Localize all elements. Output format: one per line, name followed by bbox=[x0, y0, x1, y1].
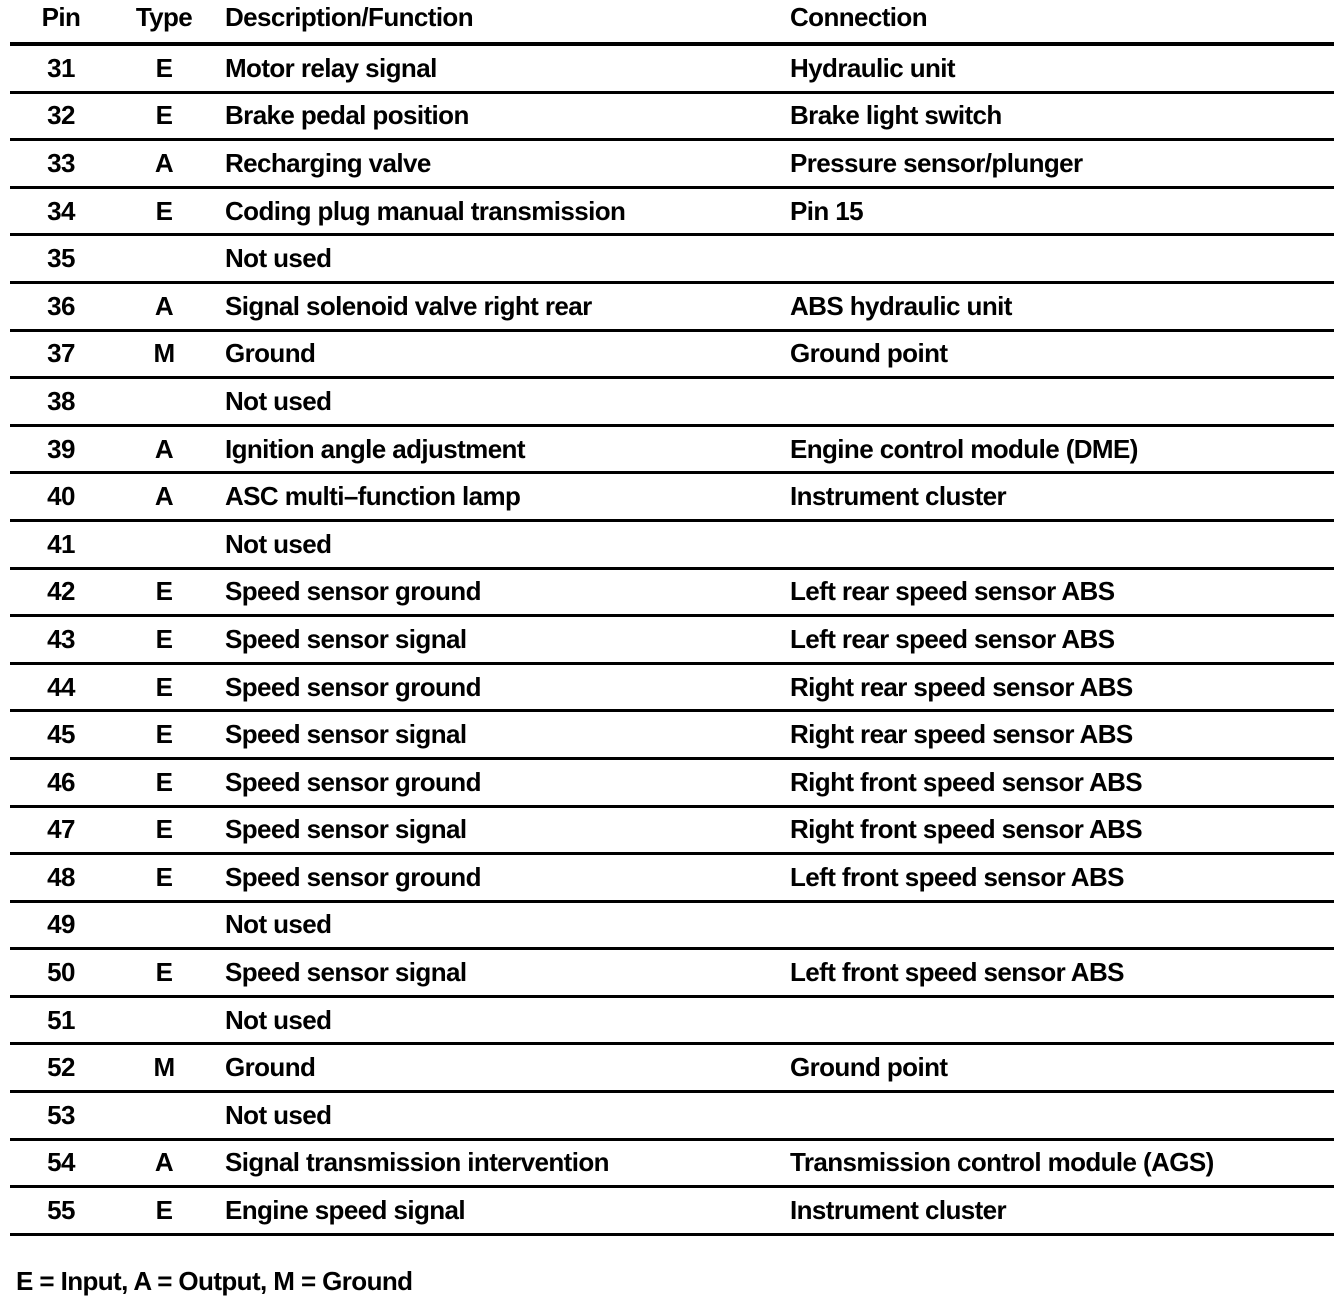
type-cell: E bbox=[155, 52, 173, 83]
header-pin: Pin bbox=[41, 2, 81, 32]
table-row bbox=[10, 1045, 1334, 1093]
table-row bbox=[10, 570, 1334, 618]
header-connection: Connection bbox=[790, 2, 927, 32]
description-cell: Recharging valve bbox=[225, 147, 431, 178]
type-cell: M bbox=[153, 338, 175, 369]
pin-cell: 34 bbox=[47, 195, 75, 226]
type-cell bbox=[112, 998, 216, 1043]
pin-cell: 51 bbox=[47, 1004, 75, 1035]
description-cell: Engine speed signal bbox=[225, 1195, 465, 1226]
table-row bbox=[10, 855, 1334, 903]
table-row bbox=[10, 760, 1334, 808]
table-row bbox=[10, 1141, 1334, 1189]
pin-cell: 31 bbox=[47, 52, 75, 83]
pin-cell: 50 bbox=[47, 957, 75, 988]
table-row bbox=[10, 46, 1334, 94]
pin-cell: 53 bbox=[47, 1099, 75, 1130]
connection-cell: ABS hydraulic unit bbox=[790, 290, 1012, 321]
type-cell: E bbox=[155, 100, 173, 131]
connection-cell bbox=[790, 998, 1330, 1043]
description-cell: Speed sensor ground bbox=[225, 576, 481, 607]
pin-cell: 41 bbox=[47, 528, 75, 559]
table-row bbox=[10, 94, 1334, 142]
connection-cell bbox=[790, 522, 1330, 567]
table-row bbox=[10, 712, 1334, 760]
table-row bbox=[10, 1093, 1334, 1141]
table-row bbox=[10, 427, 1334, 475]
pin-cell: 45 bbox=[47, 719, 75, 750]
description-cell: Not used bbox=[225, 243, 332, 274]
connection-cell: Ground point bbox=[790, 338, 948, 369]
description-cell: ASC multi–function lamp bbox=[225, 481, 521, 512]
pin-cell: 38 bbox=[47, 385, 75, 416]
table-row bbox=[10, 1188, 1334, 1236]
type-cell: E bbox=[155, 766, 173, 797]
table-row bbox=[10, 522, 1334, 570]
type-cell: A bbox=[154, 433, 174, 464]
type-cell: M bbox=[153, 1052, 175, 1083]
description-cell: Signal solenoid valve right rear bbox=[225, 290, 592, 321]
table-row bbox=[10, 236, 1334, 284]
pin-cell: 43 bbox=[47, 623, 75, 654]
description-cell: Motor relay signal bbox=[225, 52, 437, 83]
description-cell: Speed sensor ground bbox=[225, 861, 481, 892]
table-row bbox=[10, 808, 1334, 856]
connection-cell: Pressure sensor/plunger bbox=[790, 147, 1083, 178]
connection-cell: Engine control module (DME) bbox=[790, 433, 1138, 464]
table-row bbox=[10, 474, 1334, 522]
table-row bbox=[10, 998, 1334, 1046]
type-cell bbox=[112, 1093, 216, 1138]
description-cell: Speed sensor signal bbox=[225, 814, 467, 845]
connection-cell: Right front speed sensor ABS bbox=[790, 766, 1143, 797]
description-cell: Ground bbox=[225, 1052, 316, 1083]
type-cell: E bbox=[155, 861, 173, 892]
pin-cell: 36 bbox=[47, 290, 75, 321]
connection-cell: Transmission control module (AGS) bbox=[790, 1147, 1214, 1178]
table-row bbox=[10, 903, 1334, 951]
connection-cell: Left rear speed sensor ABS bbox=[790, 576, 1115, 607]
type-cell: E bbox=[155, 671, 173, 702]
connection-cell bbox=[790, 379, 1330, 424]
table-row bbox=[10, 617, 1334, 665]
type-legend: E = Input, A = Output, M = Ground bbox=[16, 1266, 413, 1296]
connection-cell bbox=[790, 236, 1330, 281]
connection-cell: Ground point bbox=[790, 1052, 948, 1083]
connection-cell: Left rear speed sensor ABS bbox=[790, 623, 1115, 654]
connection-cell: Pin 15 bbox=[790, 195, 863, 226]
pin-cell: 40 bbox=[47, 481, 75, 512]
description-cell: Not used bbox=[225, 1004, 332, 1035]
header-type: Type bbox=[135, 2, 193, 32]
pin-cell: 49 bbox=[47, 909, 75, 940]
table-header bbox=[10, 0, 1334, 46]
pin-cell: 39 bbox=[47, 433, 75, 464]
description-cell: Speed sensor ground bbox=[225, 671, 481, 702]
description-cell: Speed sensor signal bbox=[225, 957, 467, 988]
table-row bbox=[10, 141, 1334, 189]
pin-cell: 54 bbox=[47, 1147, 75, 1178]
type-cell: A bbox=[154, 1147, 174, 1178]
connection-cell: Left front speed sensor ABS bbox=[790, 957, 1124, 988]
table-row bbox=[10, 379, 1334, 427]
connection-cell bbox=[790, 903, 1330, 948]
pin-cell: 55 bbox=[47, 1195, 75, 1226]
type-cell: E bbox=[155, 957, 173, 988]
connection-cell: Instrument cluster bbox=[790, 481, 1007, 512]
type-cell: E bbox=[155, 195, 173, 226]
pin-cell: 37 bbox=[47, 338, 75, 369]
header-description: Description/Function bbox=[225, 2, 474, 32]
table-row bbox=[10, 332, 1334, 380]
type-cell bbox=[112, 522, 216, 567]
type-cell: E bbox=[155, 623, 173, 654]
description-cell: Not used bbox=[225, 909, 332, 940]
connection-cell bbox=[790, 1093, 1330, 1138]
pin-cell: 33 bbox=[47, 147, 75, 178]
pin-cell: 42 bbox=[47, 576, 75, 607]
type-cell: E bbox=[155, 576, 173, 607]
table-row bbox=[10, 189, 1334, 237]
pin-cell: 44 bbox=[47, 671, 75, 702]
pin-table bbox=[10, 0, 1334, 1236]
description-cell: Signal transmission intervention bbox=[225, 1147, 609, 1178]
description-cell: Not used bbox=[225, 1099, 332, 1130]
connection-cell: Brake light switch bbox=[790, 100, 1002, 131]
table-row bbox=[10, 665, 1334, 713]
type-cell: E bbox=[155, 1195, 173, 1226]
type-cell: E bbox=[155, 719, 173, 750]
description-cell: Ground bbox=[225, 338, 316, 369]
pin-cell: 52 bbox=[47, 1052, 75, 1083]
pin-cell: 35 bbox=[47, 243, 75, 274]
type-cell: A bbox=[154, 290, 174, 321]
description-cell: Speed sensor signal bbox=[225, 719, 467, 750]
connection-cell: Hydraulic unit bbox=[790, 52, 955, 83]
pin-cell: 48 bbox=[47, 861, 75, 892]
type-cell: A bbox=[154, 147, 174, 178]
connection-cell: Right rear speed sensor ABS bbox=[790, 719, 1133, 750]
connection-cell: Right rear speed sensor ABS bbox=[790, 671, 1133, 702]
description-cell: Ignition angle adjustment bbox=[225, 433, 525, 464]
table-row bbox=[10, 284, 1334, 332]
connection-cell: Left front speed sensor ABS bbox=[790, 861, 1124, 892]
description-cell: Speed sensor signal bbox=[225, 623, 467, 654]
pin-cell: 32 bbox=[47, 100, 75, 131]
pin-cell: 47 bbox=[47, 814, 75, 845]
description-cell: Speed sensor ground bbox=[225, 766, 481, 797]
connection-cell: Instrument cluster bbox=[790, 1195, 1007, 1226]
description-cell: Brake pedal position bbox=[225, 100, 469, 131]
description-cell: Not used bbox=[225, 385, 332, 416]
type-cell: E bbox=[155, 814, 173, 845]
pin-cell: 46 bbox=[47, 766, 75, 797]
description-cell: Not used bbox=[225, 528, 332, 559]
connection-cell: Right front speed sensor ABS bbox=[790, 814, 1143, 845]
description-cell: Coding plug manual transmission bbox=[225, 195, 626, 226]
type-cell bbox=[112, 379, 216, 424]
type-cell bbox=[112, 903, 216, 948]
table-body bbox=[10, 46, 1334, 1236]
type-cell bbox=[112, 236, 216, 281]
table-row bbox=[10, 950, 1334, 998]
type-cell: A bbox=[154, 481, 174, 512]
